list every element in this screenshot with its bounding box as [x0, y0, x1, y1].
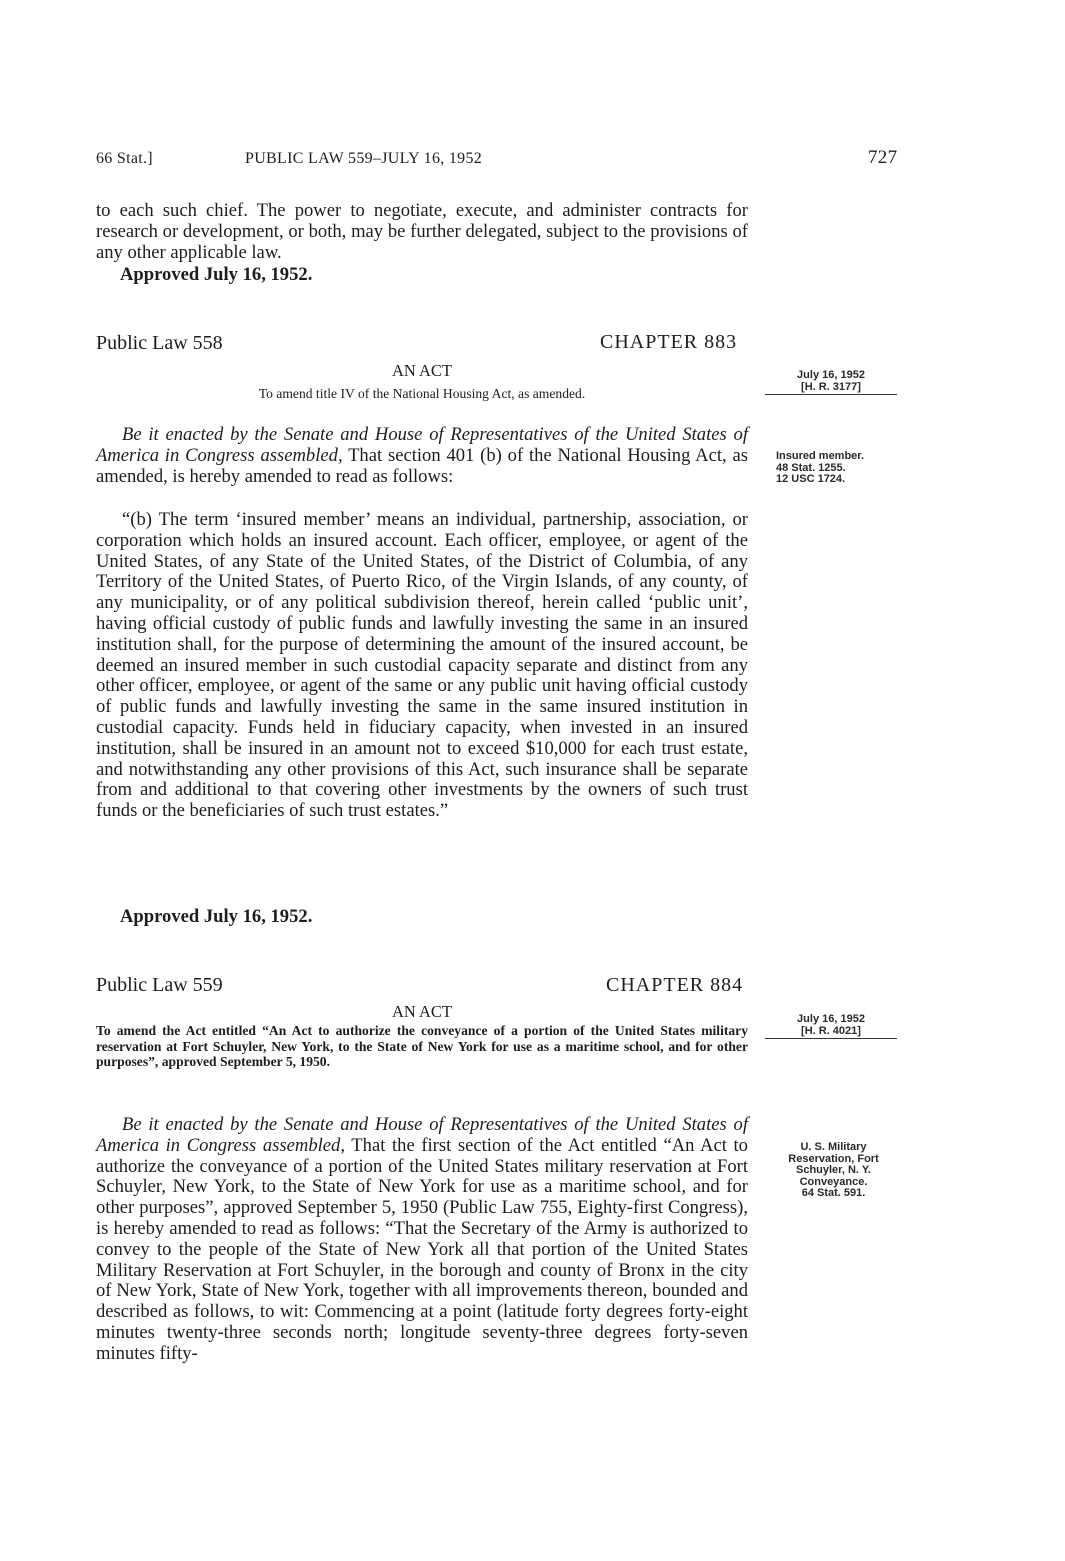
previous-approved: Approved July 16, 1952.: [120, 264, 313, 285]
law-558-approved: Approved July 16, 1952.: [120, 906, 313, 927]
law-559-enact-italic: Be it enacted by the Senate and House of Representatives of the United States of America in Congress assembled,: [96, 1114, 748, 1156]
margin-note-us-military: U. S. Military: [800, 1141, 867, 1153]
law-558-amended-text: “(b) The term ‘insured member’ means an individual, partnership, association, or corporation which holds an insured account. Each officer, employee, or agent of the United States, of any State of the United States, of the District of Columbia, of any Territory of the United States, of Puerto Rico, of the Virgin Islands, of any county, of any municipality, or of any political subdivision thereof, herein called ‘public unit’, having official custody of public funds and lawfully investing the same in an insured institution shall, for the purpose of determining the amount of the insured account, be deemed an insured member in such custodial capacity separate and distinct from any other officer, employee, or agent of the same or any public unit having official custody of public funds and lawfully investing the same in the same insured institution in custodial capacity. Funds held in fiduciary capacity, when invested in an insured institution, shall be insured in an amount not to exceed $10,000 for each trust estate, and notwithstanding any other provisions of this Act, such insurance shall be separate from and additional to that covering other investments by the owners of such trust funds or the beneficiaries of such trust estates.”: [96, 509, 748, 822]
margin-note-insured-member: Insured member.: [776, 450, 865, 462]
margin-note-48-stat: 48 Stat. 1255.: [776, 461, 846, 474]
stat-volume: 66 Stat.]: [96, 150, 153, 167]
law-559-ref-date: July 16, 1952: [797, 1013, 865, 1025]
public-law-558-label: Public Law 558: [96, 332, 223, 354]
chapter-884-label: CHAPTER 884: [606, 974, 744, 996]
law-558-ref-date: July 16, 1952: [797, 369, 865, 381]
law-558-margin-note: [776, 451, 901, 486]
law-558-enact-rest: That section 401 (b) of the National Housing Act, as amended, is hereby amended to read as follows:: [96, 444, 748, 487]
chapter-883-label: CHAPTER 883: [600, 331, 738, 353]
running-title: PUBLIC LAW 559–JULY 16, 1952: [245, 150, 483, 167]
margin-note-schuyler: Schuyler, N. Y.: [795, 1164, 871, 1176]
margin-note-conveyance: Conveyance.: [799, 1175, 868, 1188]
law-559-ref-rule: [765, 1038, 897, 1039]
law-558-enacting-clause: [96, 425, 748, 487]
public-law-559-label: Public Law 559: [96, 974, 223, 996]
law-559-enacting-clause: [96, 1115, 748, 1365]
previous-law-text: to each such chief. The power to negotiate, execute, and administer contracts for research or development, or both, may be further delegated, subject to the provisions of any other applicable law.: [96, 200, 748, 263]
law-558-ref-bill: [H. R. 3177]: [801, 380, 861, 393]
margin-note-reservation: Reservation, Fort: [788, 1152, 879, 1165]
law-559-margin-note: [766, 1142, 901, 1200]
margin-note-12-usc: 12 USC 1724.: [776, 473, 846, 485]
law-559-an-act: AN ACT: [391, 1002, 453, 1021]
law-559-enact-rest: That the first section of the Act entitled “An Act to authorize the conveyance of a portion of the United States military reservation at Fort Schuyler, New York, to the State of New York for use as a maritime school, and for other purposes”, approved September 5, 1950 (Public Law 755, Eighty-first Congress), is hereby amended to read as follows: “That the Secretary of the Army is authorized to convey to the people of the State of New York all that portion of the United States Military Reservation at Fort Schuyler, in the borough and county of Bronx in the city of New York, State of New York, together with all improvements thereon, bounded and described as follows, to wit: Commencing at a point (latitude forty degrees forty-eight minutes twenty-three seconds north; longitude seventy-three degrees forty-seven minutes fifty-: [96, 1134, 748, 1364]
law-558-reference: [765, 370, 897, 395]
law-559-reference: [765, 1014, 897, 1039]
margin-note-64-stat: 64 Stat. 591.: [801, 1187, 866, 1199]
law-559-ref-bill: [H. R. 4021]: [801, 1024, 861, 1037]
law-558-an-act: AN ACT: [391, 361, 453, 380]
page-number: 727: [868, 147, 898, 168]
law-558-enact-italic: Be it enacted by the Senate and House of Representatives of the United States of America in Congress assembled,: [96, 424, 748, 466]
law-559-title: To amend the Act entitled “An Act to authorize the conveyance of a portion of the United States military reservation at Fort Schuyler, New York, to the State of New York for use as a maritime school, and for other purposes”, approved September 5, 1950.: [96, 1023, 748, 1069]
law-558-title: To amend title IV of the National Housing Act, as amended.: [258, 386, 586, 401]
law-558-ref-rule: [765, 394, 897, 395]
